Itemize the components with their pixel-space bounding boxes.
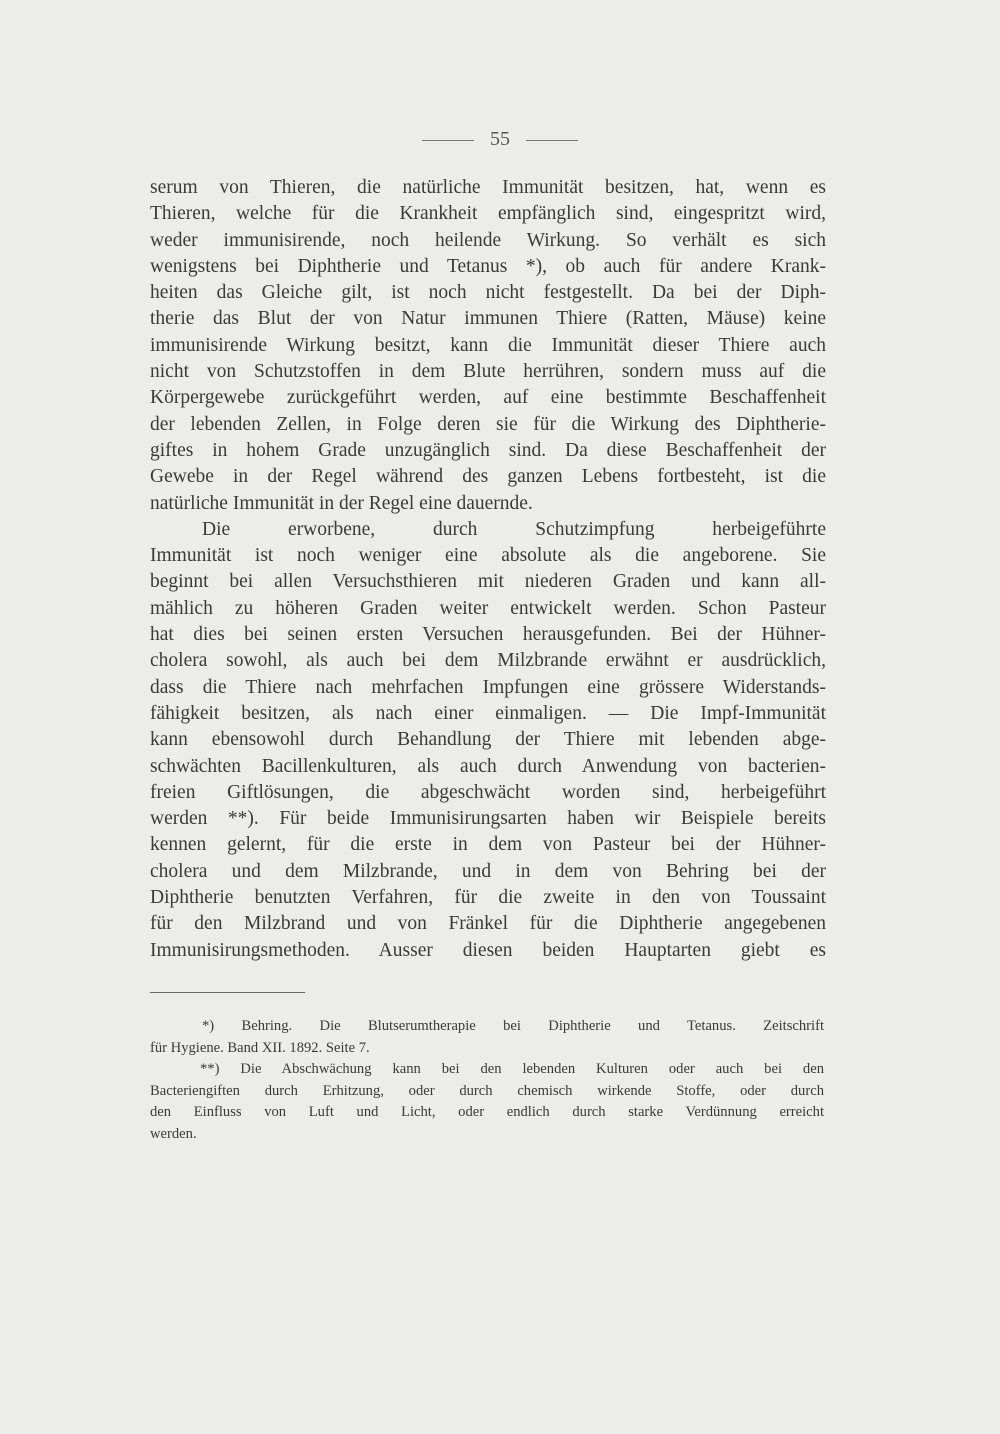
text-line: kann ebensowohl durch Behandlung der Thiere mit lebenden abge- — [150, 729, 826, 751]
header-rule-right — [526, 140, 578, 141]
text-line: giftes in hohem Grade unzugänglich sind. Da diese Beschaffenheit der — [150, 439, 826, 461]
text-line: für den Milzbrand und von Fränkel für die Diphtherie angegebenen — [150, 913, 826, 935]
text-line: nicht von Schutzstoffen in dem Blute herrühren, sondern muss auf die — [150, 361, 826, 383]
text-line: cholera und dem Milzbrande, und in dem von Behring bei der — [150, 860, 826, 882]
text-line: hat dies bei seinen ersten Versuchen herausgefunden. Bei der Hühner- — [150, 624, 826, 646]
text-line: immunisirende Wirkung besitzt, kann die Immunität dieser Thiere auch — [150, 334, 826, 356]
text-line: Die erworbene, durch Schutzimpfung herbeigeführte — [202, 518, 826, 540]
page-header — [0, 128, 1000, 151]
text-line: Gewebe in der Regel während des ganzen Lebens fortbesteht, ist die — [150, 466, 826, 488]
footnote-line: für Hygiene. Band XII. 1892. Seite 7. — [150, 1039, 370, 1056]
footnote-line: Bacteriengiften durch Erhitzung, oder durch chemisch wirkende Stoffe, oder durch — [150, 1082, 824, 1099]
footnote-line: werden. — [150, 1125, 197, 1142]
text-line: der lebenden Zellen, in Folge deren sie für die Wirkung des Diphtherie- — [150, 413, 826, 435]
footnote-line: den Einfluss von Luft und Licht, oder endlich durch starke Verdünnung erreicht — [150, 1104, 824, 1121]
header-rule-left — [422, 140, 474, 141]
text-line: natürliche Immunität in der Regel eine dauernde. — [150, 492, 533, 514]
text-line: kennen gelernt, für die erste in dem von Pasteur bei der Hühner- — [150, 834, 826, 856]
text-line: therie das Blut der von Natur immunen Thiere (Ratten, Mäuse) keine — [150, 308, 826, 330]
text-line: wenigstens bei Diphtherie und Tetanus *), ob auch für andere Krank- — [150, 255, 826, 277]
page-number: 55 — [490, 128, 510, 150]
text-line: schwächten Bacillenkulturen, als auch durch Anwendung von bacterien- — [150, 755, 826, 777]
text-line: Immunität ist noch weniger eine absolute als die angeborene. Sie — [150, 545, 826, 567]
main-text — [150, 175, 826, 964]
text-line: Diphtherie benutzten Verfahren, für die zweite in den von Toussaint — [150, 887, 826, 909]
text-line: dass die Thiere nach mehrfachen Impfungen eine grössere Widerstands- — [150, 676, 826, 698]
text-line: freien Giftlösungen, die abgeschwächt worden sind, herbeigeführt — [150, 781, 826, 803]
text-line: weder immunisirende, noch heilende Wirkung. So verhält es sich — [150, 229, 826, 251]
text-line: Immunisirungsmethoden. Ausser diesen beiden Hauptarten giebt es — [150, 939, 826, 961]
text-line: mählich zu höheren Graden weiter entwickelt werden. Schon Pasteur — [150, 597, 826, 619]
footnote-line: *) Behring. Die Blutserumtherapie bei Diphtherie und Tetanus. Zeitschrift — [202, 1018, 824, 1034]
text-line: serum von Thieren, die natürliche Immunität besitzen, hat, wenn es — [150, 177, 826, 198]
text-line: werden **). Für beide Immunisirungsarten haben wir Beispiele bereits — [150, 808, 826, 830]
footnotes — [150, 1016, 824, 1146]
text-line: heiten das Gleiche gilt, ist noch nicht festgestellt. Da bei der Diph- — [150, 282, 826, 304]
text-line: Thieren, welche für die Krankheit empfänglich sind, eingespritzt wird, — [150, 203, 826, 225]
footnote-separator — [150, 992, 305, 993]
text-line: Körpergewebe zurückgeführt werden, auf eine bestimmte Beschaffenheit — [150, 387, 826, 409]
text-line: cholera sowohl, als auch bei dem Milzbrande erwähnt er ausdrücklich, — [150, 650, 826, 672]
text-line: fähigkeit besitzen, als nach einer einmaligen. — Die Impf-Immunität — [150, 702, 826, 724]
footnote-line: **) Die Abschwächung kann bei den lebenden Kulturen oder auch bei den — [200, 1061, 824, 1078]
text-line: beginnt bei allen Versuchsthieren mit niederen Graden und kann all- — [150, 571, 826, 593]
